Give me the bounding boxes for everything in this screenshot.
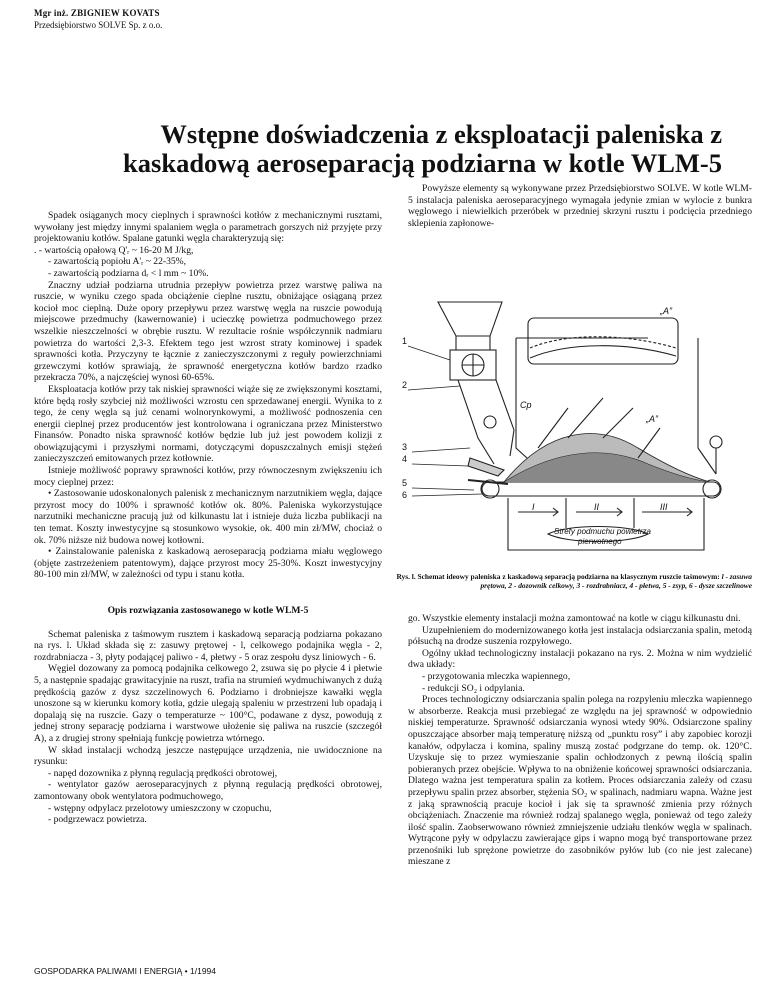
author-name: Mgr inż. ZBIGNIEW KOVATS <box>34 8 160 18</box>
figure-label-2: 2 <box>402 380 408 390</box>
section-heading: Opis rozwiązania zastosowanego w kotle WLM-5 <box>107 605 309 616</box>
detail-a-label-mid: „A” <box>646 414 658 424</box>
article-title <box>60 120 722 178</box>
list-item: . - wartością opałową Q'ᵣ ~ 16-20 M J/kg, <box>34 244 194 256</box>
figure-label-3: 3 <box>402 442 408 452</box>
paragraph: Eksploatacja kotłów przy tak niskiej sprawności wiąże się ze zwiększonymi kosztami, które będą rosły szybciej niż możliwości wzrostu cen sprzedawanej energii. Wynika to z tego, że ceny węgla są już cenami wolnorynkowymi, a możliwość podnoszenia cen energii cieplnej przez producentów jest kontrolowana i ograniczana przez Ministerstwo Finansów. Ponadto niska sprawność kotłów będzie lub już jest powodem kolizji z obowiązującymi i przyszłymi normami, dotyczącymi dopuszczalnych emisji stężeń zanieczyszczeń emitowanych przez kotłownie. <box>34 383 382 465</box>
paragraph: Proces technologiczny odsiarczania spalin polega na rozpyleniu mleczka wapiennego w absorberze. Reakcja musi przebiegać ze względu na jej sprawność w odpowiednio niskiej temperaturze. Sprawność odsiarczania wynosi wtedy 90%. Odsiarczone spaliny opuszczające absorber mają temperaturę niższą od „punktu rosy” i aby zapobiec korozji kanałów, odpylacza i komina, spaliny muszą zostać podgrzane do temp. ok. 120°C. Uzyskuje się to przez wymieszanie spalin ochłodzonych z pewną ilością spalin pobieranych przez obejście. Wpływa to na obniżenie końcowej sprawności odsiarczania. Dlatego ważna jest temperatura spalin za kotłem. Proces odsiarczania zależy od czasu przepływu spalin przez absorber, stężenia SO₂ w spalinach, nadmiaru wapna. Ważne jest z jaką sprawnością pracuje kocioł i jak się ta sprawność zmienia przy różnych obciążeniach. Znaczenie ma również rodzaj spalanego węgla, ponieważ od tego zależy ilość spalin. Zaobserwowano również zmniejszenie udziału tlenków węgla w spalinach. Wytrącone pyły w odpylaczu zawierające gips i wapno mogą być transportowane przez przenośniki lub sprężone powietrze do zasobników pyłów lub (co nie jest zalecane) mieszane z <box>408 694 752 868</box>
crusher <box>484 416 496 428</box>
paragraph: • Zastosowanie udoskonalonych palenisk z mechanicznym narzutnikiem węgla, dające przyrost mocy do 100% i sprawność kotłów ok. 80%. Paleniska wykorzystujące narzutniki mechaniczne pracują już od kilkunastu lat i istnieje duża liczba publikacji na ten temat. Koszty inwestycyjne są stosunkowo wysokie, ok. 400 min zł/MW, chociaż o ok. 70% niższe niż budowa nowej kotłowni. <box>34 488 382 546</box>
page-footer: GOSPODARKA PALIWAMI I ENERGIĄ • 1/1994 <box>34 966 217 976</box>
fin <box>468 458 504 476</box>
paragraph: Powyższe elementy są wykonywane przez Przedsiębiorstwo SOLVE. W kotle WLM-5 instalacja paleniska aeroseparacyjnego wymagała jedynie zmian w wylocie z bunkra węglowego i niewielkich przeróbek w przedniej skrzyni rusztu i podcięcia przedniego sklepienia zapłonowe- <box>408 183 752 229</box>
paragraph: Uzupełnieniem do modernizowanego kotła jest instalacja odsiarczania spalin, metodą półsuchą na drodze suszenia rozpyłowego. <box>408 624 752 648</box>
zone-label-3: III <box>660 502 668 512</box>
paragraph: Istnieje możliwość poprawy sprawności kotłów, przy równoczesnym zwiększeniu ich mocy cieplnej przez: <box>34 465 382 488</box>
paragraph: Ogólny układ technologiczny instalacji pokazano na rys. 2. Można w nim wydzielić dwa układy: <box>408 647 752 671</box>
detail-a-label-top: „A” <box>660 306 672 316</box>
list-item: - zawartością popiołu A'ᵣ ~ 22-35%, <box>48 256 187 268</box>
figure-label-1: 1 <box>402 336 408 346</box>
furnace-schematic-figure <box>398 298 744 560</box>
paragraph: Znaczny udział podziarna utrudnia przepływ powietrza przez warstwę paliwa na ruszcie, w wyniku czego spada obciążenie cieplne rusztu, obniżające osiąganą przez kocioł moc cieplną. Duże opory przepływu przez warstwę węgla na ruszcie powodują miejscowe przedmuchy (kawernowanie) i ucieczkę powietrza podmuchowego przez wszelkie nieszczelności w obrębie rusztu. W rezultacie rośnie współczynnik nadmiaru powietrza do wartości 2,3-3. Efektem tego jest wzrost straty kominowej i spadek sprawności kotła. Przyczyny te łącznie z zanieczyszczonymi z reguły powierzchniami grzewczymi kotłów sprawiają, że sprawność energetyczna kotłów bardzo rzadko przekracza 70%, a najczęściej wynosi 60-65%. <box>34 279 382 384</box>
grate-chain <box>482 482 720 496</box>
title-line-1: Wstępne doświadczenia z eksploatacji paleniska z <box>160 119 722 149</box>
caption-items: l - zasuwa prętowa, 2 - dozownik celkowy, 3 - rozdrabniacz, 4 - płetwa, 5 - zsyp, 6 - dysze szczelinowe <box>480 572 752 591</box>
caption-lead: Rys. l. Schemat ideowy paleniska z kaskadową separacją podziarna na klasycznym ruszcie taśmowym: <box>396 572 722 581</box>
list-item: - przygotowania mleczka wapiennego, <box>422 670 571 682</box>
zone-caption-line-2: pierwotnego <box>578 537 622 546</box>
paragraph: W skład instalacji wchodzą jeszcze następujące urządzenia, nie uwidocznione na rysunku: <box>34 744 382 768</box>
right-column-body <box>408 613 752 868</box>
list-item: - wstępny odpylacz przelotowy umieszczony w czopuchu, <box>48 802 272 814</box>
figure-label-5: 5 <box>402 478 408 488</box>
list-item: - wentylator gazów aeroseparacyjnych z płynną regulacją prędkości obrotowej, zamontowany obok wentylatora podmuchowego, <box>34 779 382 802</box>
list-item: - napęd dozownika z płynną regulacją prędkości obrotowej, <box>48 767 278 779</box>
list-item: - redukcji SO₂ i odpylania. <box>422 682 525 694</box>
zone-label-1: I <box>532 502 535 512</box>
paragraph: Spadek osiąganych mocy cieplnych i sprawności kotłów z mechanicznymi rusztami, wywołany jest między innymi spalaniem węgla o parametrach gorszych niż przyjęte przy projektowaniu kotłów. Spalane gatunki węgla charakteryzują się: <box>34 210 382 245</box>
figure-label-4: 4 <box>402 454 408 464</box>
feed-plate <box>458 380 494 464</box>
zone-label-2: II <box>594 502 600 512</box>
title-line-2: kaskadową aeroseparacją podziarna w kotle WLM-5 <box>123 148 722 178</box>
coal-hopper <box>438 302 502 336</box>
list-item: - zawartością podziarna dᵣ < l mm ~ 10%. <box>48 267 209 279</box>
paragraph: Schemat paleniska z taśmowym rusztem i kaskadową separacją podziarna pokazano na rys. l. Układ składa się z: zasuwy prętowej - l, celkowego podajnika węgla - 2, rozdrabniacza - 3, płyty podającej paliwo - 4, płetwy - 5 oraz zespołu dysz liniowych - 6. <box>34 628 382 663</box>
figure-label-6: 6 <box>402 490 408 500</box>
zone-caption-line-1: Strefy podmuchu powietrza <box>554 527 651 536</box>
figure-caption <box>396 572 752 590</box>
list-item: - podgrzewacz powietrza. <box>48 814 147 826</box>
author-company: Przedsiębiorstwo SOLVE Sp. z o.o. <box>34 20 163 30</box>
cp-label: Cp <box>520 400 532 410</box>
right-column-intro <box>408 183 752 229</box>
paragraph: Węgiel dozowany za pomocą podajnika celkowego 2, zsuwa się po płycie 4 i płetwie 5, a następnie spadając grawitacyjnie na ruszt, trafia na strumień wydmuchiwanych z dużą prędkością gazów z dysz szczelinowych 6. Podziarno i drobniejsze kawałki węgla unoszone są w kierunku komory kotła, gdzie ulegają spaleniu w przestrzeni lub opadają i dopalają się na ruszcie. Gazy o temperaturze ~ 100°C, podawane z dysz, powodują z jednej strony separację podziarna i warstwowe ułożenie się paliwa na ruszcie (szczegół A), a z drugiej strony spełniają funkcję powietrza wtórnego. <box>34 663 382 744</box>
left-column <box>34 210 382 826</box>
paragraph: • Zainstalowanie paleniska z kaskadową aeroseparacją podziarna miału węglowego (objęte zastrzeżeniem patentowym), dające przyrost mocy 25-30%. Koszt inwestycyjny 80-100 min zł/MW, w zależności od typu i stanu kotła. <box>34 546 382 581</box>
paragraph: go. Wszystkie elementy instalacji można zamontować na kotle w ciągu kilkunastu dni. <box>408 613 741 624</box>
